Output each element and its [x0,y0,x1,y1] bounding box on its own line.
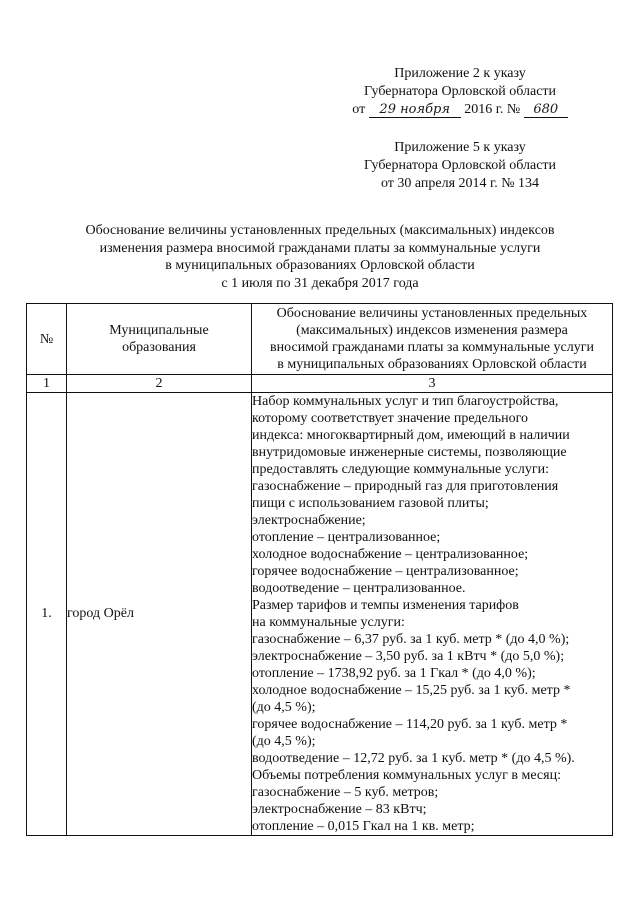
justification-line: водоотведение – централизованное. [252,581,466,596]
title-line4: с 1 июля по 31 декабря 2017 года [221,275,419,291]
justification-line: горячее водоснабжение – централизованное; [252,564,519,579]
municipality-name: город Орёл [67,393,252,836]
justification-line: которому соответствует значение предельного [252,411,528,426]
column-number: 1 [27,375,67,393]
justification-line: водоотведение – 12,72 руб. за 1 куб. метр * (до 4,5 %). [252,751,575,766]
title-line3: в муниципальных образованиях Орловской области [165,258,475,273]
justification-line: предоставлять следующие коммунальные услуги: [252,462,550,477]
justification-line: газоснабжение – природный газ для приготовления [252,479,559,494]
justification-line: горячее водоснабжение – 114,20 руб. за 1 куб. метр * [252,717,568,732]
column-number: 3 [252,375,613,393]
header-justification-line: вносимой гражданами платы за коммунальные услуги [270,340,594,355]
handwritten-number: 680 [524,102,568,118]
justification-line: отопление – централизованное; [252,530,441,545]
justification-line: отопление – 1738,92 руб. за 1 Гкал * (до 4,0 %); [252,666,536,681]
indices-table [26,303,613,836]
row-number: 1. [27,393,67,836]
date-prefix: от [352,102,366,117]
appendix-2-line2: Губернатора Орловской области [363,84,557,99]
justification-line: электроснабжение – 3,50 руб. за 1 кВтч * (до 5,0 %); [252,649,565,664]
justification-line: индекса: многоквартирный дом, имеющий в наличии [252,428,570,443]
document-title [40,222,600,292]
justification-line: холодное водоснабжение – централизованное; [252,547,529,562]
justification-line: газоснабжение – 6,37 руб. за 1 куб. метр * (до 4,0 %); [252,632,570,647]
title-line1: Обоснование величины установленных предельных (максимальных) индексов [85,223,555,238]
justification-text [252,393,613,836]
justification-line: Набор коммунальных услуг и тип благоустройства, [252,394,559,409]
column-number: 2 [67,375,252,393]
table-header-row [27,304,613,375]
title-line2: изменения размера вносимой гражданами платы за коммунальные услуги [99,240,541,256]
appendix-2-date-line [330,101,590,119]
justification-line: газоснабжение – 5 куб. метров; [252,785,439,800]
header-number: № [27,304,67,375]
justification-line: (до 4,5 %); [252,734,316,749]
justification-line: холодное водоснабжение – 15,25 руб. за 1 куб. метр * [252,683,571,698]
justification-line: Размер тарифов и темпы изменения тарифов [252,598,519,613]
appendix-2-line1: Приложение 2 к указу [394,66,526,81]
justification-line: отопление – 0,015 Гкал на 1 кв. метр; [252,819,475,834]
header-justification-line: (максимальных) индексов изменения размера [296,323,568,338]
justification-line: пищи с использованием газовой плиты; [252,496,489,511]
header-municipality-line: Муниципальные [109,323,209,338]
appendix-5-line2: Губернатора Орловской области [363,158,557,173]
justification-line: на коммунальные услуги: [252,615,405,630]
justification-line: электроснабжение; [252,513,366,528]
appendix-5-line1: Приложение 5 к указу [394,140,526,155]
header-municipality [67,304,252,375]
justification-line: электроснабжение – 83 кВтч; [252,802,427,817]
header-municipality-line: образования [122,340,196,355]
appendix-5-line3: от 30 апреля 2014 г. № 134 [380,176,540,191]
appendix-5-header [330,139,590,193]
header-justification-line: Обоснование величины установленных предельных [276,306,588,321]
appendix-2-header [330,65,590,119]
justification-line: внутридомовые инженерные системы, позволяющие [252,445,567,460]
table-row [27,393,613,836]
header-justification-line: в муниципальных образованиях Орловской области [277,357,587,372]
justification-line: Объемы потребления коммунальных услуг в месяц: [252,768,561,783]
column-number-row [27,375,613,393]
justification-line: (до 4,5 %); [252,700,316,715]
date-suffix: 2016 г. № [464,102,521,117]
header-justification [252,304,613,375]
handwritten-date: 29 ноября [369,102,461,118]
